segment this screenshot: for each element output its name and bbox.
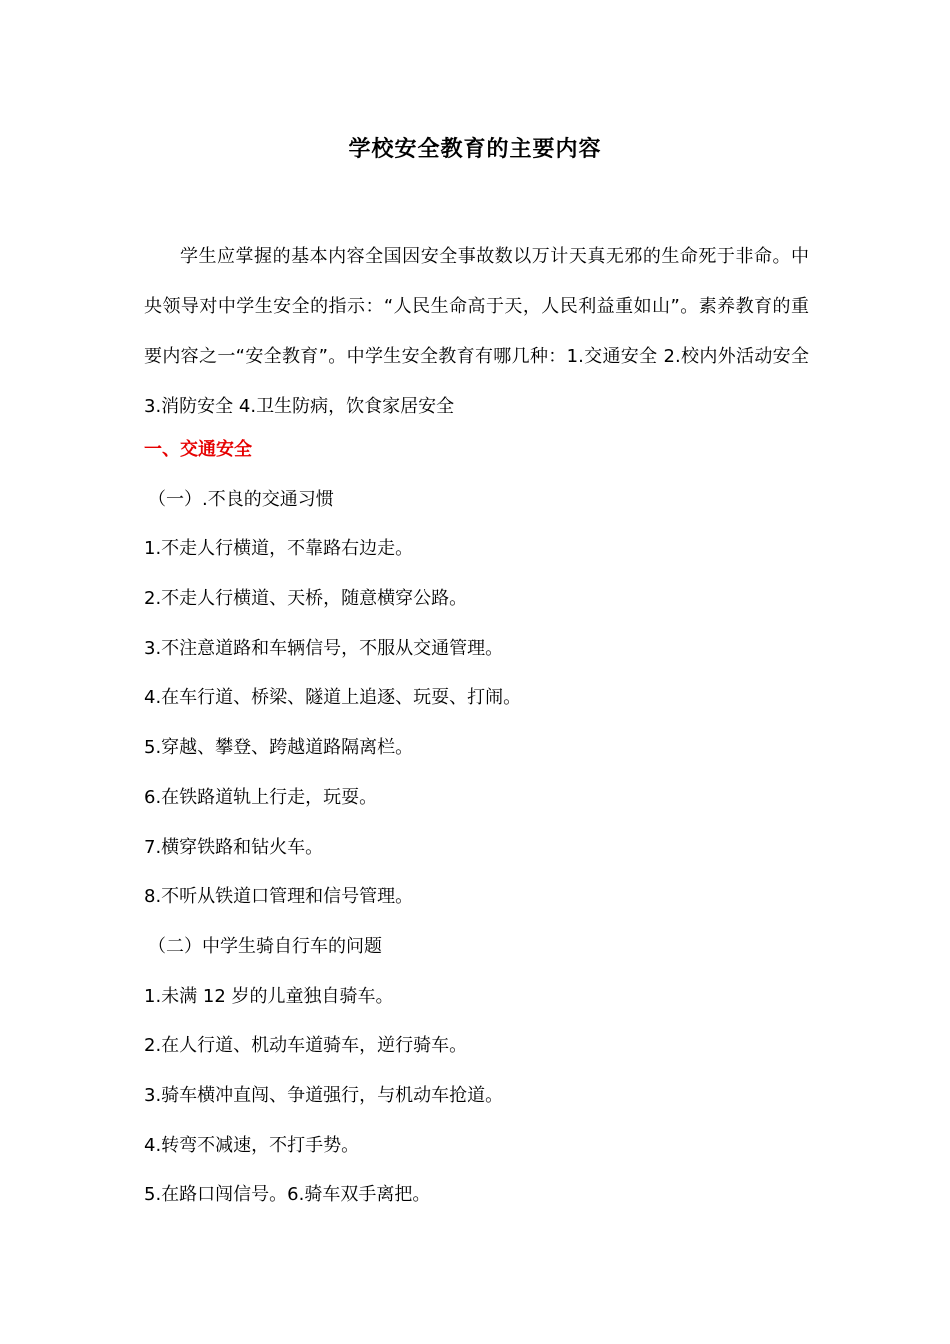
list-item: 2.在人行道、机动车道骑车，逆行骑车。 — [144, 1035, 468, 1057]
intro-text: 学生应掌握的基本内容全国因安全事故数以万计天真无邪的生命死于非命。中央领导对中学生安全的指示：“人民生命高于天，人民利益重如山”。素养教育的重要内容之一“安全教育”。中学生安全教育有哪几种：1.交通安全 2.校内外活动安全 3.消防安全 4.卫生防病，饮食家居安全 — [144, 246, 809, 417]
list-item: 3.不注意道路和车辆信号，不服从交通管理。 — [144, 637, 504, 659]
list-item: 5.在路口闯信号。6.骑车双手离把。 — [144, 1184, 431, 1206]
list-item: 8.不听从铁道口管理和信号管理。 — [144, 886, 414, 908]
document-title: 学校安全教育的主要内容 — [348, 136, 602, 162]
list-item: 4.在车行道、桥梁、隧道上追逐、玩耍、打闹。 — [144, 687, 522, 709]
list-item: 1.不走人行横道，不靠路右边走。 — [144, 538, 414, 560]
list-item: 1.未满 12 岁的儿童独自骑车。 — [144, 985, 394, 1007]
list-item: 3.骑车横冲直闯、争道强行，与机动车抢道。 — [144, 1084, 504, 1106]
intro-paragraph — [144, 232, 809, 432]
subsection-heading-bicycle: （二）中学生骑自行车的问题 — [148, 935, 382, 957]
list-item: 4.转弯不减速，不打手势。 — [144, 1134, 360, 1156]
list-item: 2.不走人行横道、天桥，随意横穿公路。 — [144, 588, 468, 610]
list-item: 5.穿越、攀登、跨越道路隔离栏。 — [144, 737, 414, 759]
list-item: 6.在铁路道轨上行走，玩耍。 — [144, 786, 378, 808]
subsection-heading-bad-habits: （一）.不良的交通习惯 — [148, 488, 334, 510]
section-traffic-safety — [144, 425, 809, 1220]
list-item: 7.横穿铁路和钻火车。 — [144, 836, 324, 858]
section-heading: 一、交通安全 — [144, 439, 252, 460]
